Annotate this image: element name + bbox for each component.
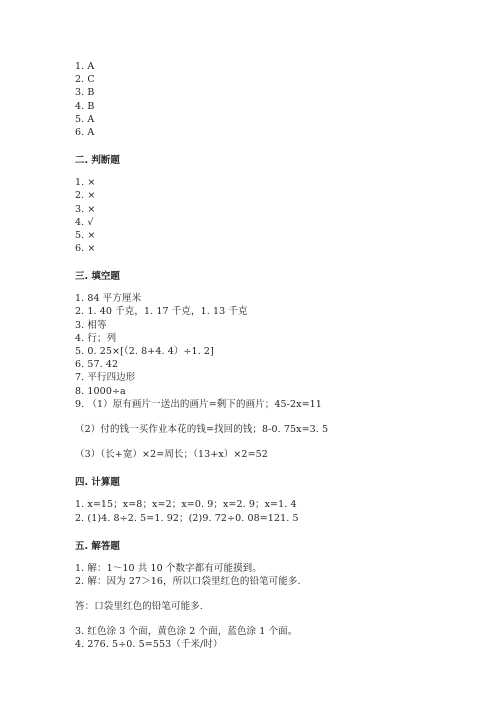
section-heading: 五. 解答题 (75, 540, 120, 552)
answer-line: 4. B (75, 100, 95, 112)
section-heading: 二. 判断题 (75, 155, 120, 167)
answer-subline: （2）付的钱一买作业本花的钱=找回的钱；8-0. 75x=3. 5 (75, 423, 329, 435)
answer-line: 3. 相等 (75, 319, 107, 331)
answer-line: 1. x=15；x=8；x=2；x=0. 9；x=2. 9；x=1. 4 (75, 499, 297, 511)
answer-line: 1. 84 平方厘米 (75, 293, 142, 305)
section-true-false (75, 154, 475, 255)
answer-line: 4. √ (75, 216, 94, 228)
answer-line: 1. A (75, 61, 95, 72)
answer-line: 2. (1)4. 8÷2. 5=1. 92；(2)9. 72÷0. 08=121. 5 (75, 512, 299, 524)
answer-line: 6. 57. 42 (75, 359, 119, 371)
answer-line: 3. B (75, 87, 95, 99)
answer-line: 7. 平行四边形 (75, 372, 136, 384)
answer-subline: （3）（长+宽）×2=周长；（13+x）×2=52 (75, 449, 268, 461)
section-heading: 四. 计算题 (75, 477, 120, 489)
answer-line: 1. 解：1～10 共 10 个数字都有可能摸到。 (75, 562, 262, 574)
answer-line: 4. 行；列 (75, 332, 117, 344)
answer-line: 2. 解：因为 27＞16，所以口袋里红色的铅笔可能多. (75, 575, 301, 587)
answer-line: 2. × (75, 190, 96, 202)
section-choice-answers (75, 60, 475, 139)
answer-line: 2. C (75, 74, 95, 86)
answer-line: 9. （1）原有画片一送出的画片=剩下的画片；45-2x=11 (75, 398, 322, 410)
answer-line: 5. 0. 25×[（2. 8+4. 4）÷1. 2] (75, 346, 214, 357)
answer-line: 8. 1000÷a (75, 385, 126, 397)
answer-line: 5. × (75, 229, 96, 241)
section-heading: 三. 填空题 (75, 271, 120, 283)
answer-line: 3. × (75, 203, 96, 215)
section-solutions (75, 540, 475, 652)
answer-line: 6. A (75, 126, 95, 138)
answer-page (75, 60, 475, 652)
answer-line: 6. × (75, 243, 96, 255)
answer-line: 5. A (75, 113, 95, 125)
answer-line: 2. 1. 40 千克，1. 17 千克，1. 13 千克 (75, 306, 248, 318)
section-fill-blank (75, 270, 475, 461)
answer-line: 4. 276. 5÷0. 5=553（千米/时） (75, 639, 223, 651)
answer-line: 3. 红色涂 3 个面，黄色涂 2 个面，蓝色涂 1 个面。 (75, 626, 298, 638)
answer-note: 答：口袋里红色的铅笔可能多. (75, 601, 203, 613)
answer-line: 1. × (75, 177, 96, 189)
section-calculation (75, 476, 475, 524)
